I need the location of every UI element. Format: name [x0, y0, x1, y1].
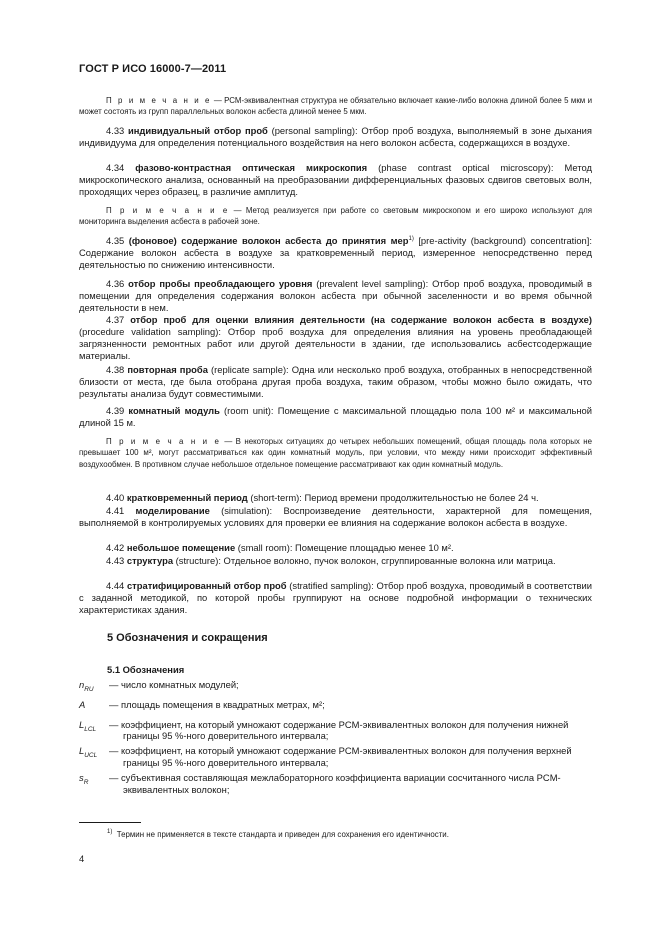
term-number: 4.40	[106, 492, 125, 503]
term-definition: (personal sampling): Отбор проб воздуха, выполняемый в зоне дыхания индивидуума для определения потенциального воздействия на него волокон асбеста, содержащихся в воздухе.	[79, 125, 592, 148]
term-4-37	[79, 314, 592, 361]
term-number: 4.41	[106, 505, 125, 516]
term-definition: (prevalent level sampling): Отбор проб воздуха, проводимый в помещении для определения содержания волокон асбеста при обычной заселенности и во время обычной деятельности в нем.	[79, 278, 592, 313]
list-item	[79, 772, 595, 796]
symbols-list	[79, 679, 595, 799]
term-definition: (phase contrast optical microscopy): Метод микроскопического анализа, основанный на преобразовании дифференциальных фазовых сдвигов световых волн, проходящих через образец, в различие амплитуд.	[79, 162, 592, 197]
term-4-40	[79, 492, 592, 504]
term-definition: (replicate sample): Одна или несколько проб воздуха, отобранных в непосредственной близости от места, где была отобрана другая проба воздуха, таким образом, чтобы можно было ожидать, что результаты анализа будут совместимыми.	[79, 364, 592, 399]
note-label: П р и м е ч а н и е	[106, 96, 212, 105]
list-item	[79, 719, 595, 743]
note-text: — РСМ-эквивалентная структура не обязательно включает какие-либо волокна длиной более 5 мкм и может состоять из групп параллельных волокон асбеста длиной менее 5 мкм.	[79, 96, 592, 117]
note-label: П р и м е ч а н и е	[106, 206, 230, 215]
term-name: (фоновое) содержание волокон асбеста до принятия мер	[128, 235, 409, 246]
note-method	[79, 205, 592, 228]
footnote	[107, 830, 449, 839]
term-number: 4.36	[106, 278, 125, 289]
footnote-ref: 1)	[408, 236, 414, 242]
term-4-36	[79, 278, 592, 314]
term-name: фазово-контрастная оптическая микроскопия	[135, 162, 368, 173]
symbol-description: — субъективная составляющая межлабораторного коэффициента вариации сосчитанного числа PCM-эквивалентных волокон;	[109, 772, 561, 796]
term-4-43	[79, 555, 592, 567]
symbol-description: — коэффициент, на который умножают содержание PCM-эквивалентных волокон для получения нижней границы 95 %-ного доверительного интервала;	[109, 718, 569, 742]
term-name: структура	[126, 555, 174, 566]
term-name: комнатный модуль	[128, 405, 220, 416]
term-number: 4.35	[106, 235, 125, 246]
list-item	[79, 679, 595, 696]
term-number: 4.39	[106, 405, 125, 416]
term-definition: [pre-activity (background) concentration]: Содержание волокон асбеста в воздухе за кратковременный период, измеренное непосредственно перед деятельностью по снижению интенсивности.	[79, 235, 592, 270]
term-name: стратифицированный отбор проб	[126, 580, 287, 591]
term-number: 4.37	[106, 314, 125, 325]
term-definition: (small room): Помещение площадью менее 10 м².	[235, 542, 454, 553]
term-4-38	[79, 364, 592, 400]
term-number: 4.42	[106, 542, 125, 553]
section-title: 5 Обозначения и сокращения	[107, 632, 268, 644]
term-4-42	[79, 542, 592, 554]
note-room-unit	[79, 436, 592, 470]
term-number: 4.38	[106, 364, 125, 375]
symbol-description: — площадь помещения в квадратных метрах, м²;	[109, 698, 325, 710]
term-number: 4.34	[106, 162, 125, 173]
term-definition: (room unit): Помещение с максимальной площадью пола 100 м² и максимальной длиной 15 м.	[79, 405, 593, 428]
list-item	[79, 745, 595, 769]
list-item	[79, 699, 595, 716]
term-number: 4.44	[106, 580, 125, 591]
subsection-title: 5.1 Обозначения	[107, 664, 185, 675]
symbol: $L_{LCL}$	[79, 718, 97, 733]
footnote-divider	[79, 822, 141, 823]
term-4-41	[79, 505, 592, 529]
term-number: 4.33	[106, 125, 125, 136]
term-definition: (structure): Отдельное волокно, пучок волокон, сгруппированные волокна или матрица.	[173, 555, 556, 566]
term-definition: (procedure validation sampling): Отбор проб воздуха для определения влияния на уровень преобладающей загрязненности ремонтных работ или другой деятельности в здании, где использовались асбестсодержащие материалы.	[79, 325, 592, 361]
symbol: $L_{UCL}$	[79, 745, 98, 760]
note-text: — Метод реализуется при работе со световым микроскопом и его широко используют для мониторинга выделения асбеста в рабочей зоне.	[79, 206, 592, 227]
page-number: 4	[79, 853, 85, 864]
note-text: — В некоторых ситуациях до четырех небольших помещений, общая площадь пола которых не превышает 100 м², могут рассматриваться как один комнатный модуль, при условии, что между ними происходит эффективный воздухообмен. В противном случае небольшое отдельное помещение рассматривают как один комнатный модуль.	[79, 437, 593, 469]
term-definition: (short-term): Период времени продолжительностью не более 24 ч.	[247, 492, 539, 503]
symbol: $s_R$	[79, 772, 89, 787]
term-name: отбор пробы преобладающего уровня	[128, 278, 313, 289]
term-4-44	[79, 580, 592, 616]
page-header: ГОСТ Р ИСО 16000-7—2011	[79, 63, 227, 75]
note-pcm	[79, 95, 592, 118]
term-4-35	[79, 235, 592, 271]
symbol: A	[79, 698, 86, 710]
footnote-mark: 1)	[107, 829, 113, 835]
symbol: $n_{RU}$	[79, 679, 94, 693]
term-name: кратковременный период	[126, 492, 248, 503]
symbol-description: — коэффициент, на который умножают содержание PCM-эквивалентных волокон для получения верхней границы 95 %-ного доверительного интервала;	[109, 745, 572, 769]
term-4-39	[79, 405, 592, 429]
term-name: повторная проба	[127, 364, 208, 375]
symbol-description: — число комнатных модулей;	[109, 679, 239, 690]
term-4-33	[79, 125, 592, 149]
term-name: небольшое помещение	[126, 542, 236, 553]
term-name: отбор проб для оценки влияния деятельности (на содержание волокон асбеста в воздухе)	[130, 314, 592, 325]
term-4-34	[79, 162, 592, 198]
term-name: моделирование	[135, 505, 210, 516]
footnote-text: Термин не применяется в тексте стандарта и приведен для сохранения его идентичности.	[116, 830, 449, 839]
term-name: индивидуальный отбор проб	[127, 125, 268, 136]
term-definition: (stratified sampling): Отбор проб воздуха, проводимый в соответствии с заданной методикой, по которой пробы группируют на основе подробной информации о технических характеристиках здания.	[79, 580, 593, 615]
note-label: П р и м е ч а н и е	[106, 437, 221, 446]
term-definition: (simulation): Воспроизведение деятельности, характерной для помещения, выполняемой в контролируемых условиях для проверки ее влияния на содержание волокон асбеста в воздухе.	[79, 505, 592, 528]
term-number: 4.43	[106, 555, 125, 566]
